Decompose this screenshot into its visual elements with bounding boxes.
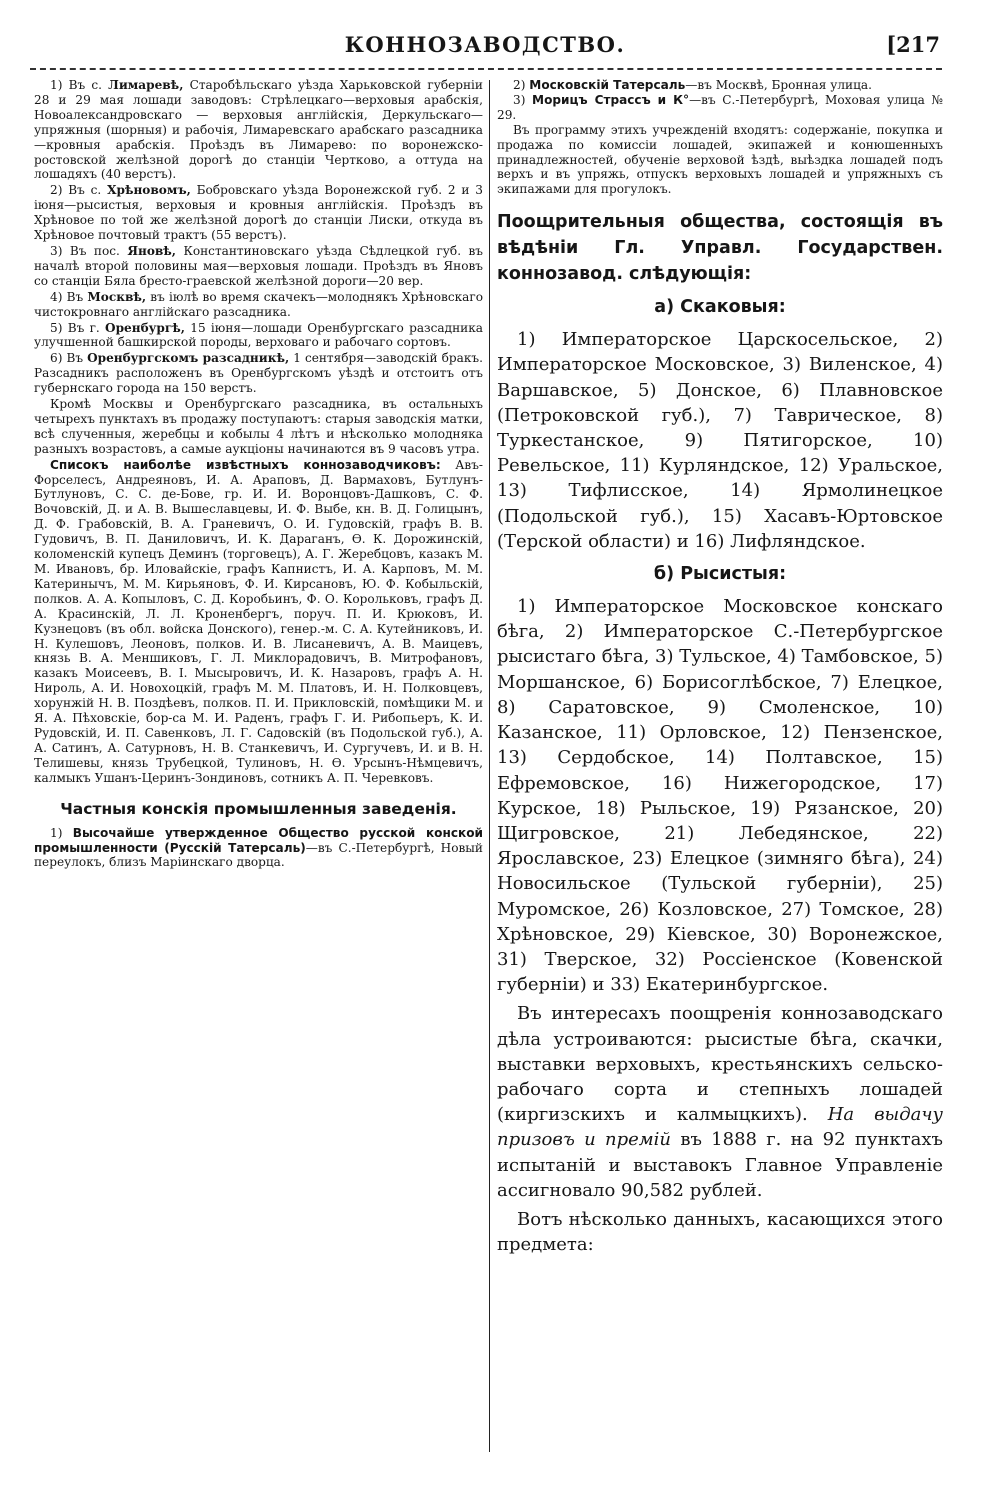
right-column [497,78,943,1257]
encouragement-societies-heading: Поощрительныя общества, состоящія въ вѣдѣніи Гл. Управл. Государствен. коннозавод. слѣдующія: [497,212,943,285]
entry-5: 5) Въ г. Оренбургѣ, 15 іюня—лошади Оренбургскаго разсадника улучшенной башкирской породы, верховаго и рабочаго сортовъ. [34,320,483,350]
private-entry-3: 3) Морицъ Страссъ и К°—въ С.-Петербургѣ, Моховая улица № 29. [497,92,943,122]
trotting-subheading: б) Рысистыя: [653,564,787,585]
column-divider [489,80,490,1452]
entry-1: 1) Въ с. Лимаревѣ, Старобѣльскаго уѣзда Харьковской губерніи 28 и 29 мая лошади заводовъ: Стрѣлецкаго—верховыя арабскія, Новоалександровскаго — верховыя англійскія, Деркульскаго—упряжныя (шорныя) и рабочія, Лимаревскаго арабскаго разсадника—кровныя арабскія. Проѣздъ въ Лимарево: по воронежско-ростовской желѣзной дорогѣ до станціи Чертково, а оттуда на лошадяхъ (40 верстъ). [34,78,483,182]
entry-2: 2) Въ с. Хрѣновомъ, Бобровскаго уѣзда Воронежской губ. 2 и 3 іюня—рысистыя, верховыя и кровныя англійскія. Проѣздъ въ Хрѣновое по той же желѣзной дорогѣ до станціи Лиски, откуда въ Хрѣновое почтовый трактъ (55 верстъ). [34,183,483,243]
private-institutions-heading: Частныя конскія промышленныя заведенія. [60,799,457,818]
entry-3: 3) Въ пос. Яновѣ, Константиновскаго уѣзда Сѣдлецкой губ. въ началѣ второй половины мая—верховыя лошади. Проѣздъ въ Яновъ со станціи Бяла бресто-граевской желѣзной дороги—20 вер. [34,243,483,288]
racing-block [497,327,943,554]
summary-paragraph: Кромѣ Москвы и Оренбургскаго разсадника, въ остальныхъ четырехъ пунктахъ въ продажу поступаютъ: старыя заводскія матки, всѣ слученныя, жеребцы и кобылы 4 лѣтъ и нѣсколько молодняка разныхъ возрастовъ, а самые аукціоны начинаются въ 9 часовъ утра. [34,397,483,456]
header-rule [30,68,942,70]
interests-paragraph: Въ интересахъ поощренія коннозаводскаго дѣла устроиваются: рысистые бѣга, скачки, выставки верховыхъ, крестьянскихъ сельско-рабочаго сорта и степныхъ лошадей (киргизскихъ и калмыцкихъ). На выдачу призовъ и премій въ 1888 г. на 92 пунктахъ испытаній и выставокъ Главное Управленіе ассигновало 90,582 рублей. [497,1003,943,1201]
entry-6: 6) Въ Оренбургскомъ разсадникѣ, 1 сентября—заводскій бракъ. Разсадникъ расположенъ въ Оренбургскомъ уѣздѣ и отстоитъ отъ губернскаго города на 150 верстъ. [34,351,483,396]
private-entry-2: 2) Московскій Татерсаль—въ Москвѣ, Бронная улица. [513,78,872,92]
entry-4: 4) Въ Москвѣ, въ іюлѣ во время скачекъ—молоднякъ Хрѣновскаго чистокровнаго англійскаго разсадника. [34,289,483,319]
page-number: [217 [886,32,940,57]
left-column [34,78,483,870]
trotting-block [497,594,943,1257]
page-header [30,32,940,66]
private-entry-1: 1) Высочайше утвержденное Общество русской конской промышленности (Русскій Татерсаль)—въ С.-Петербургѣ, Новый переулокъ, близъ Маріинскаго дворца. [34,825,483,870]
right-small-block [497,78,943,197]
page-title: КОННОЗАВОДСТВО. [344,32,626,57]
closing-paragraph: Вотъ нѣсколько данныхъ, касающихся этого предмета: [497,1208,943,1256]
trotting-societies-list: 1) Императорское Московское конскаго бѣга, 2) Императорское С.-Петербургское рысистаго бѣга, 3) Тульское, 4) Тамбовское, 5) Моршанское, 6) Борисоглѣбское, 7) Елецкое, 8) Саратовское, 9) Смоленское, 10) Казанское, 11) Орловское, 12) Пензенское, 13) Сердобское, 14) Полтавское, 15) Ефремовское, 16) Нижегородское, 17) Курское, 18) Рыльское, 19) Рязанское, 20) Щигровское, 21) Лебедянское, 22) Ярославское, 23) Елецкое (зимняго бѣга), 24) Новосильское (Тульской губерніи), 25) Муромское, 26) Козловское, 27) Томское, 28) Хрѣновское, 29) Кіевское, 30) Воронежское, 31) Тверское, 32) Россіенское (Ковенской губерніи) и 33) Екатеринбургское. [497,596,943,996]
breeders-list: Списокъ наиболѣе извѣстныхъ коннозаводчиковъ: Авъ-Форселесъ, Андреяновъ, И. А. Араповъ, Д. Вармаховъ, Бутлунъ-Бутлуновъ, С. С. де-Бове, гр. И. И. Воронцовъ-Дашковъ, С. Ф. Вочовскій, Д. и А. В. Вышеславцевы, И. Ф. Выбе, кн. В. Д. Голицынъ, Д. Ф. Грабовскій, В. А. Граневичъ, О. И. Гудовскій, графъ В. В. Гудовичъ, В. П. Даниловичъ, И. К. Дараганъ, Ѳ. К. Дорожинскій, коломенскій купецъ Деминъ (торговецъ), А. Г. Жеребцовъ, казакъ М. М. Ивановъ, бр. Иловайскіе, графъ Капнистъ, И. А. Карповъ, М. М. Катеринычъ, М. М. Кирьяновъ, Ф. И. Кирсановъ, Ю. Ф. Кобыльскій, полков. А. А. Копыловъ, С. Д. Коробьинъ, Ф. О. Корольковъ, графъ Д. А. Красинскій, Л. Л. Кроненбергъ, поруч. П. И. Крюковъ, И. Кузнецовъ (въ обл. войска Донского), генер.-м. С. А. Кутейниковъ, И. Н. Кулешовъ, Леоновъ, полков. И. В. Лисаневичъ, А. В. Маицевъ, князь В. А. Меншиковъ, Г. Л. Миклорадовичъ, В. Митрофановъ, казакъ Моисеевъ, В. І. Мысыровичъ, И. К. Назаровъ, графъ А. Н. Нироль, А. И. Новохоцкій, графъ М. М. Платовъ, И. Н. Полковцевъ, хорунжій Н. В. Поздѣевъ, полков. П. И. Прикловскій, помѣщики М. и Я. А. Пѣховскіе, бор-са М. И. Раденъ, графъ Г. И. Рибопьеръ, К. И. Рудовскій, И. П. Савенковъ, Л. Г. Садовскій (въ Подольской губ.), А. А. Сатинъ, А. Сатурновъ, Н. В. Станкевичъ, И. Сургучевъ, И. и В. Н. Телишевы, князь Трубецкой, Тулиновъ, Н. Ѳ. Урсынъ-Нѣмцевичъ, калмыкъ Ушанъ-Церинъ-Зондиновъ, сотникъ А. П. Черевковъ. [34,457,483,785]
program-paragraph: Въ программу этихъ учрежденій входятъ: содержаніе, покупка и продажа по комиссіи лошадей, экипажей и конюшенныхъ принадлежностей, обученіе верховой ѣздѣ, выѣздка лошадей подъ верхъ и въ упряжь, отпускъ верховыхъ лошадей и упряжныхъ съ экипажами для прогулокъ. [497,122,943,197]
racing-societies-list: 1) Императорское Царскосельское, 2) Императорское Московское, 3) Виленское, 4) Варшавское, 5) Донское, 6) Плавновское (Петроковской губ.), 7) Таврическое, 8) Туркестанское, 9) Пятигорское, 10) Ревельское, 11) Курляндское, 12) Уральское, 13) Тифлисское, 14) Ярмолинецкое (Подольской губ.), 15) Хасавъ-Юртовское (Терской области) и 16) Лифляндское. [497,329,943,552]
racing-subheading: а) Скаковыя: [654,297,786,318]
